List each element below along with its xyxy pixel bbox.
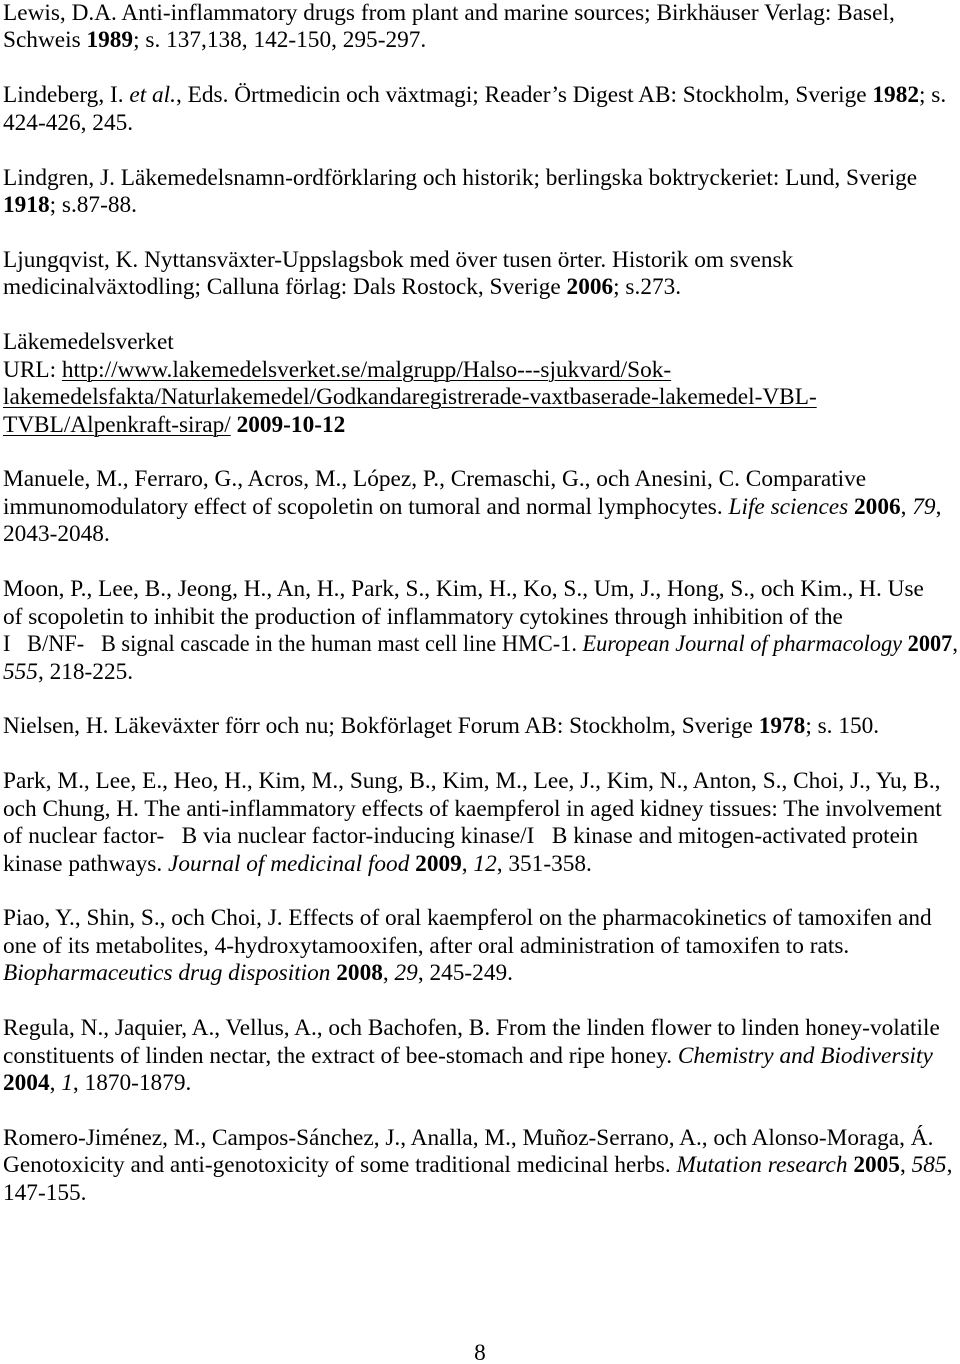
- publication-year: 2007: [907, 631, 953, 658]
- journal-title: Mutation research: [676, 1152, 848, 1179]
- reference-line-text: [3, 960, 513, 987]
- reference-line-text: [3, 1070, 191, 1097]
- reference-line-text: [3, 1015, 940, 1042]
- publication-year: 2008: [336, 960, 383, 987]
- reference-entry: [3, 82, 958, 137]
- reference-line: [3, 1152, 958, 1179]
- reference-line: [3, 631, 958, 658]
- publication-year: 2009: [415, 850, 462, 877]
- reference-text: ; s. 137,138, 142-150, 295-297.: [133, 27, 427, 54]
- reference-line-text: [3, 192, 137, 219]
- reference-line-text: [3, 905, 932, 932]
- reference-text: one of its metabolites, 4-hydroxytamooxifen, after oral administration of tamoxifen to rats.: [3, 932, 850, 959]
- journal-title: European Journal of pharmacology: [582, 631, 903, 658]
- reference-line: [3, 192, 958, 219]
- reference-line: [3, 165, 958, 192]
- reference-line: [3, 82, 958, 109]
- reference-line: [3, 1125, 958, 1152]
- reference-text: ,: [49, 1070, 62, 1097]
- reference-line: [3, 1015, 958, 1042]
- reference-entry: [3, 905, 958, 987]
- reference-text: of scopoletin to inhibit the production of inflammatory cytokines through inhibition of the: [3, 603, 843, 630]
- reference-text: ; s. 150.: [805, 713, 880, 740]
- reference-text: Moon, P., Lee, B., Jeong, H., An, H., Park, S., Kim, H., Ko, S., Um, J., Hong, S., och Kim., H. Use: [3, 576, 924, 603]
- reference-line-text: [3, 604, 843, 631]
- volume-number: 12: [473, 850, 497, 877]
- reference-text: ; s.87-88.: [49, 192, 137, 219]
- reference-line: [3, 1043, 958, 1070]
- reference-line: [3, 933, 958, 960]
- reference-text: ,: [461, 850, 474, 877]
- reference-line: [3, 412, 958, 439]
- reference-line: [3, 27, 958, 54]
- reference-line: [3, 823, 958, 850]
- reference-text: Lewis, D.A. Anti-inflammatory drugs from plant and marine sources; Birkhäuser Verlag: Basel,: [3, 0, 895, 26]
- reference-text: Läkemedelsverket: [3, 329, 174, 356]
- reference-list: [3, 0, 958, 1235]
- journal-title: Biopharmaceutics drug disposition: [3, 960, 331, 987]
- reference-text: Manuele, M., Ferraro, G., Acros, M., López, P., Cremaschi, G., och Anesini, C. Comparative: [3, 466, 867, 493]
- reference-text: ; s.273.: [613, 274, 682, 301]
- volume-number: 585: [911, 1152, 947, 1179]
- reference-line: [3, 768, 958, 795]
- reference-line: [3, 110, 958, 137]
- reference-text: 147-155.: [3, 1179, 87, 1206]
- page-number: 8: [474, 1340, 486, 1364]
- reference-line-text: [3, 823, 918, 850]
- reference-line-text: [3, 768, 940, 795]
- reference-text: Ljungqvist, K. Nyttansväxter-Uppslagsbok med över tusen örter. Historik om svensk: [3, 246, 794, 273]
- reference-line: [3, 1070, 958, 1097]
- reference-entry: [3, 0, 958, 55]
- reference-text: och Chung, H. The anti-inflammatory effects of kaempferol in aged kidney tissues: The involvement: [3, 795, 942, 822]
- reference-line-text: [3, 27, 426, 54]
- reference-text: 424-426, 245.: [3, 109, 134, 136]
- reference-line: [3, 576, 958, 603]
- reference-entry: [3, 713, 958, 740]
- reference-text: , Eds. Örtmedicin och växtmagi; Reader’s Digest AB: Stockholm, Sverige: [175, 82, 873, 109]
- reference-text: ,: [935, 493, 942, 520]
- publication-year: 1918: [3, 192, 50, 219]
- reference-line: [3, 466, 958, 493]
- reference-line: [3, 851, 958, 878]
- reference-line-text: [3, 1152, 952, 1179]
- publication-year: 1982: [872, 82, 919, 109]
- reference-line-text: [3, 1125, 933, 1152]
- reference-text: 2043-2048.: [3, 521, 110, 548]
- url-link[interactable]: http://www.lakemedelsverket.se/malgrupp/Halso---sjukvard/Sok-: [61, 356, 672, 383]
- reference-text: , 1870-1879.: [72, 1070, 192, 1097]
- publication-year: 2006: [854, 493, 901, 520]
- reference-line: [3, 796, 958, 823]
- reference-text: ,: [946, 1152, 953, 1179]
- reference-line: [3, 329, 958, 356]
- reference-text: Lindeberg, I.: [3, 82, 130, 109]
- reference-text: ; s.: [919, 82, 947, 109]
- reference-entry: [3, 1015, 958, 1097]
- reference-line: [3, 960, 958, 987]
- volume-number: 29: [394, 960, 418, 987]
- volume-number: 1: [61, 1070, 73, 1097]
- reference-entry: [3, 576, 958, 686]
- reference-line-text: [3, 1043, 933, 1070]
- journal-title: Life sciences: [728, 493, 849, 520]
- url-link[interactable]: lakemedelsfakta/Naturlakemedel/Godkandaregistrerade-vaxtbaserade-lakemedel-VBL-: [3, 384, 817, 411]
- reference-line-text: [3, 329, 174, 356]
- reference-line-text: [3, 110, 133, 137]
- volume-number: 79: [912, 493, 936, 520]
- publication-year: 1978: [758, 713, 806, 740]
- reference-line: [3, 604, 958, 631]
- reference-line-text: [3, 247, 793, 274]
- reference-text: of nuclear factor- B via nuclear factor-inducing kinase/I B kinase and mitogen-activated protein: [3, 823, 919, 850]
- reference-line: [3, 905, 958, 932]
- url-link[interactable]: TVBL/Alpenkraft-sirap/: [3, 411, 231, 438]
- reference-text: Lindgren, J. Läkemedelsnamn-ordförklaring och historik; berlingska boktryckeriet: Lund, Sverige: [3, 164, 918, 191]
- publication-year: 2004: [3, 1070, 50, 1097]
- reference-text: Regula, N., Jaquier, A., Vellus, A., och Bachofen, B. From the linden flower to linden honey-volatile: [3, 1015, 940, 1042]
- reference-line: [3, 0, 958, 27]
- journal-title: Chemistry and Biodiversity: [677, 1042, 933, 1069]
- reference-entry: [3, 1125, 958, 1207]
- reference-line-text: [3, 713, 879, 740]
- reference-text: Schweis: [3, 27, 87, 54]
- reference-text: medicinalväxtodling; Calluna förlag: Dals Rostock, Sverige: [3, 274, 567, 301]
- reference-line-text: [3, 466, 866, 493]
- reference-line-text: [3, 165, 917, 192]
- reference-text: Nielsen, H. Läkeväxter förr och nu; Bokförlaget Forum AB: Stockholm, Sverige: [3, 713, 759, 740]
- reference-text: , 245-249.: [417, 960, 513, 987]
- volume-number: 555: [3, 658, 38, 685]
- reference-text: URL:: [3, 356, 62, 383]
- publication-year: 1989: [86, 27, 134, 54]
- reference-line-text: [3, 0, 895, 27]
- reference-line-text: [3, 274, 681, 301]
- reference-line: [3, 274, 958, 301]
- reference-line-text: [3, 412, 345, 439]
- reference-text: Park, M., Lee, E., Heo, H., Kim, M., Sung, B., Kim, M., Lee, J., Kim, N., Anton, S., Choi, J., Yu, B.,: [3, 768, 941, 795]
- reference-line-text: [3, 494, 941, 521]
- reference-line: [3, 384, 958, 411]
- reference-line-text: [3, 851, 592, 878]
- reference-text: , 218-225.: [37, 658, 134, 685]
- reference-entry: [3, 329, 958, 439]
- reference-line-text: [3, 631, 958, 658]
- reference-text: ,: [900, 493, 913, 520]
- reference-text: kinase pathways.: [3, 850, 168, 877]
- reference-text: Romero-Jiménez, M., Campos-Sánchez, J., Analla, M., Muñoz-Serrano, A., och Alonso-Moraga, Á.: [3, 1124, 934, 1151]
- reference-entry: [3, 768, 958, 878]
- reference-entry: [3, 165, 958, 220]
- publication-year: 2006: [566, 274, 614, 301]
- journal-title: Journal of medicinal food: [167, 850, 410, 877]
- reference-line: [3, 1180, 958, 1207]
- reference-text: Genotoxicity and anti-genotoxicity of some traditional medicinal herbs.: [3, 1152, 677, 1179]
- reference-line-text: [3, 659, 133, 686]
- reference-line-text: [3, 82, 946, 109]
- reference-line: [3, 247, 958, 274]
- reference-line-text: [3, 521, 110, 548]
- reference-line: [3, 494, 958, 521]
- reference-line-text: [3, 576, 924, 603]
- reference-text: I B/NF- B signal cascade in the human mast cell line HMC-1.: [3, 631, 583, 658]
- reference-text: Piao, Y., Shin, S., och Choi, J. Effects of oral kaempferol on the pharmacokinetics of tamoxifen and: [3, 905, 932, 932]
- reference-line-text: [3, 1180, 86, 1207]
- reference-line: [3, 659, 958, 686]
- reference-text: ,: [952, 631, 958, 658]
- reference-text: constituents of linden nectar, the extract of bee-stomach and ripe honey.: [3, 1042, 678, 1069]
- reference-text: immunomodulatory effect of scopoletin on tumoral and normal lymphocytes.: [3, 493, 729, 520]
- et-al-text: et al.: [129, 82, 176, 109]
- reference-text: , 351-358.: [496, 850, 592, 877]
- reference-line-text: [3, 796, 942, 823]
- reference-line-text: [3, 357, 671, 384]
- reference-line-text: [3, 384, 817, 411]
- reference-line: [3, 713, 958, 740]
- reference-line-text: [3, 933, 849, 960]
- reference-entry: [3, 466, 958, 548]
- reference-line: [3, 521, 958, 548]
- reference-entry: [3, 247, 958, 302]
- reference-line: [3, 357, 958, 384]
- reference-text: ,: [382, 960, 395, 987]
- publication-year: 2005: [853, 1152, 900, 1179]
- reference-text: ,: [899, 1152, 912, 1179]
- access-date: 2009-10-12: [236, 411, 346, 438]
